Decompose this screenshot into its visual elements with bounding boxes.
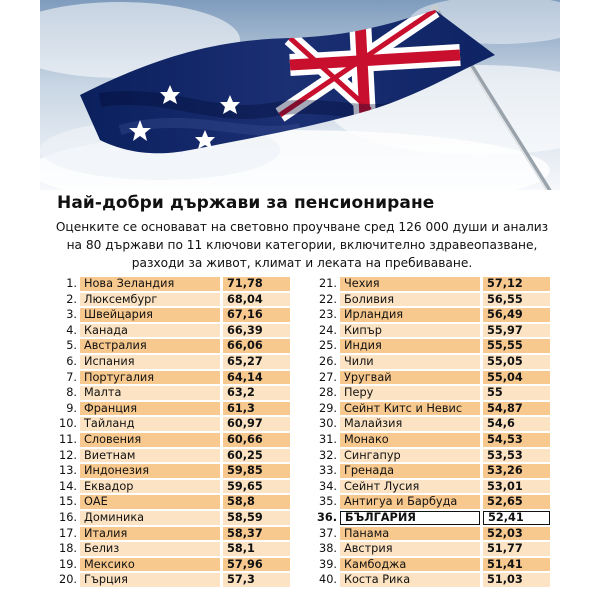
country-cell: Швейцария [80,308,220,322]
rank-cell: 1. [66,277,77,290]
rank-cell: 3. [66,308,77,322]
score-cell: 53,01 [483,480,550,494]
country-cell: Испания [80,355,220,369]
rank-cell: 38. [319,542,337,556]
country-cell: Италия [80,527,220,541]
country-cell: Сингапур [340,449,480,463]
rank-cell: 17. [59,526,77,540]
rank-cell: 34. [319,479,337,493]
score-cell: 61,3 [223,402,290,416]
country-cell: Канада [80,324,220,338]
rank-cell: 10. [59,417,77,431]
rank-cell: 27. [319,370,337,384]
country-cell: Доминика [80,511,220,525]
country-cell: Мексико [80,558,220,572]
score-cell: 66,06 [223,339,290,353]
country-cell: Тайланд [80,417,220,431]
score-cell: 54,6 [483,417,550,431]
score-cell: 51,77 [483,542,550,556]
score-cell: 53,26 [483,464,550,478]
country-cell: Боливия [340,293,480,307]
country-cell: Белиз [80,542,220,556]
rank-cell: 7. [66,370,77,384]
country-cell: БЪЛГАРИЯ [340,511,480,525]
country-cell: Нова Зеландия [80,277,220,291]
rank-cell: 36. [316,510,337,524]
country-cell: Камбоджа [340,558,480,572]
score-cell: 57,3 [223,573,290,587]
country-cell: Перу [340,386,480,400]
score-cell: 55 [483,386,550,400]
score-cell: 66,39 [223,324,290,338]
score-cell: 56,49 [483,308,550,322]
score-cell: 57,96 [223,558,290,572]
rank-cell: 28. [319,386,337,400]
score-cell: 60,25 [223,449,290,463]
country-cell: Чили [340,355,480,369]
new-zealand-flag-icon [40,0,560,190]
score-cell: 59,85 [223,464,290,478]
rank-cell: 29. [319,401,337,415]
rank-cell: 24. [319,323,337,337]
rank-cell: 37. [319,526,337,540]
subtitle-line: на 80 държави по 11 ключови категории, включително здравеопазване, [66,238,538,252]
score-cell: 71,78 [223,277,290,291]
rank-cell: 5. [66,339,77,353]
score-cell: 68,04 [223,293,290,307]
country-cell: Австралия [80,339,220,353]
country-cell: Кипър [340,324,480,338]
rank-cell: 35. [319,495,337,509]
score-cell: 51,41 [483,558,550,572]
flag-photo [40,0,560,190]
score-cell: 53,53 [483,449,550,463]
rank-cell: 23. [319,308,337,322]
rank-cell: 13. [59,464,77,478]
country-cell: Гренада [340,464,480,478]
rank-cell: 8. [66,386,77,400]
subtitle [42,218,562,272]
subtitle-line: Оценките се основават на световно проучване сред 126 000 души и анализ [55,220,549,234]
rank-cell: 26. [319,354,337,368]
rank-cell: 25. [319,339,337,353]
country-cell: Сейнт Лусия [340,480,480,494]
rank-cell: 31. [319,432,337,446]
country-cell: Люксембург [80,293,220,307]
score-cell: 55,55 [483,339,550,353]
score-cell: 52,03 [483,527,550,541]
rank-cell: 19. [59,557,77,571]
score-cell: 51,03 [483,573,550,587]
country-cell: Панама [340,527,480,541]
country-cell: Сейнт Китс и Невис [340,402,480,416]
country-cell: Индонезия [80,464,220,478]
score-cell: 54,87 [483,402,550,416]
rank-cell: 9. [66,401,77,415]
country-cell: Португалия [80,371,220,385]
country-cell: Словения [80,433,220,447]
country-cell: ОАЕ [80,495,220,509]
score-cell: 60,97 [223,417,290,431]
country-cell: Малта [80,386,220,400]
country-cell: Монако [340,433,480,447]
rank-cell: 33. [319,464,337,478]
country-cell: Виетнам [80,449,220,463]
score-cell: 58,37 [223,527,290,541]
country-cell: Уругвай [340,371,480,385]
rank-cell: 12. [59,448,77,462]
rank-cell: 22. [319,292,337,306]
score-cell: 58,8 [223,495,290,509]
subtitle-line: разходи за живот, климат и леката на пребиваване. [131,256,473,270]
rank-cell: 14. [59,479,77,493]
country-cell: Ирландия [340,308,480,322]
score-cell: 52,65 [483,495,550,509]
rank-cell: 20. [59,573,77,587]
country-cell: Чехия [340,277,480,291]
score-cell: 57,12 [483,277,550,291]
score-cell: 65,27 [223,355,290,369]
score-cell: 58,59 [223,511,290,525]
score-cell: 63,2 [223,386,290,400]
country-cell: Коста Рика [340,573,480,587]
score-cell: 64,14 [223,371,290,385]
score-cell: 55,05 [483,355,550,369]
score-cell: 52,41 [483,511,550,525]
score-cell: 54,53 [483,433,550,447]
country-cell: Австрия [340,542,480,556]
rank-cell: 16. [59,510,77,524]
rank-cell: 39. [319,557,337,571]
rank-cell: 32. [319,448,337,462]
score-cell: 56,55 [483,293,550,307]
country-cell: Индия [340,339,480,353]
rank-cell: 11. [59,432,77,446]
score-cell: 58,1 [223,542,290,556]
score-cell: 55,97 [483,324,550,338]
rank-cell: 4. [66,323,77,337]
score-cell: 59,65 [223,480,290,494]
score-cell: 55,04 [483,371,550,385]
rank-cell: 30. [319,417,337,431]
country-cell: Гърция [80,573,220,587]
page-title: Най-добри държави за пенсиониране [57,193,435,213]
score-cell: 67,16 [223,308,290,322]
rank-cell: 15. [59,495,77,509]
rank-cell: 2. [66,292,77,306]
rank-cell: 21. [319,277,337,290]
country-cell: Еквадор [80,480,220,494]
rank-cell: 18. [59,542,77,556]
score-cell: 60,66 [223,433,290,447]
rank-cell: 6. [66,354,77,368]
country-cell: Антигуа и Барбуда [340,495,480,509]
rank-cell: 40. [319,573,337,587]
country-cell: Франция [80,402,220,416]
country-cell: Малайзия [340,417,480,431]
